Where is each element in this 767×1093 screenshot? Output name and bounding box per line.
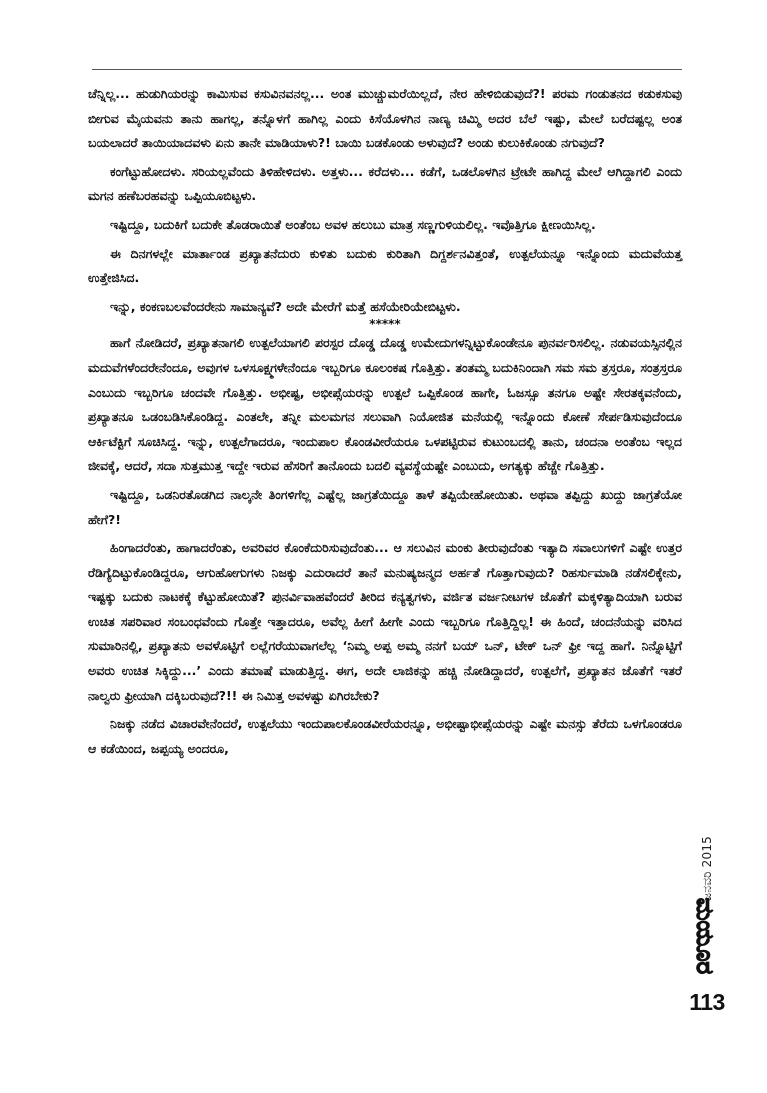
paragraph: ಹಾಗೆ ನೋಡಿದರೆ, ಪ್ರಖ್ಯಾತನಾಗಲಿ ಉತ್ಪಲೆಯಾಗಲಿ ಪರಸ್ಪರ ದೊಡ್ಡ ದೊಡ್ಡ ಉಮೇದುಗಳನ್ನಿಟ್ಟುಕೊಂಡೇನೂ ಪುನರ್ವರಿಸಲಿಲ್ಲ. ನಡುವಯಸ್ಸಿನಲ್ಲಿನ ಮದುವೆಗಳೆಂದರೇನೆಂದೂ, ಅವುಗಳ ಒಳಸೂಕ್ಷ್ಮಗಳೇನೆಂದೂ ಇಬ್ಬರಿಗೂ ಕೂಲಂಕಷ ಗೊತ್ತಿತ್ತು. ತಂತಮ್ಮ ಬದುಕಿನಿಂದಾಗಿ ಸಮ ಸಮ ತ್ರಸ್ತರೂ, ಸಂತ್ರಸ್ತರೂ ಎಂಬುದು ಇಬ್ಬರಿಗೂ ಚಂದವೇ ಗೊತ್ತಿತ್ತು. ಅಭೀಷ್ಟ, ಅಭೀಪ್ಸೆಯರನ್ನು ಉತ್ಪಲೆ ಒಪ್ಪಿಕೊಂಡ ಹಾಗೇ, ಓಜಸ್ಸೂ ತನಗೂ ಅಷ್ಟೇ ಸೇರತಕ್ಕವನೆಂದು, ಪ್ರಖ್ಯಾತನೂ ಒಡಂಬಡಿಸಿಕೊಂಡಿದ್ದ. ಎಂತಲೇ, ತನ್ನೀ ಮಲಮಗನ ಸಲುವಾಗಿ ನಿಯೋಜಿತ ಮನೆಯಲ್ಲಿ ಇನ್ನೊಂದು ಕೋಣೆ ಸೇರ್ಪಡಿಸುವುದೆಂದೂ ಆರ್ಕಿಟೆಕ್ಟಿಗೆ ಸೂಚಿಸಿದ್ದ. ಇನ್ನು, ಉತ್ಪಲೆಗಾದರೂ, ಇಂದುಪಾಲ ಕೊಂಡವೀರೆಯರೂ ಒಳಪಟ್ಟಿರುವ ಕುಟುಂಬದಲ್ಲಿ ತಾನು, ಚಂದನಾ ಅಂತೆಂಬ ಇಲ್ಲದ ಜೀವಕ್ಕೆ, ಆದರೆ, ಸದಾ ಸುತ್ತಮುತ್ತ ಇದ್ದೇ ಇರುವ ಹೆಸರಿಗೆ ತಾನೊಂದು ಬದಲಿ ವ್ಯವಸ್ಥೆಯಷ್ಟೇ ಎಂಬುದು, ಅಗತ್ಯಕ್ಕು ಹೆಚ್ಚೇ ಗೊತ್ತಿತ್ತು. bbox=[88, 335, 682, 474]
paragraph: ಚೆನ್ನಿಲ್ಲ... ಹುಡುಗಿಯರನ್ನು ಕಾಮಿಸುವ ಕಸುವಿನವನಲ್ಲ... ಅಂತ ಮುಚ್ಚುಮರೆಯಿಲ್ಲದೆ, ನೇರ ಹೇಳಿಬಿಡುವುದೆ?! ಪರಮ ಗಂಡುತನದ ಕಡುಕಸುವು ಬೀಗುವ ಮೈಯವನು ತಾನು ಹಾಗಲ್ಲ, ತನ್ನೊಳಗೆ ಹಾಗಿಲ್ಲ ಎಂದು ಕಿಸೆಯೊಳಗಿನ ನಾಣ್ಯ ಚಿಮ್ಮಿ ಅದರ ಬೆಲೆ ಇಷ್ಟು, ಮೇಲೆ ಬರೆದಷ್ಟಲ್ಲ ಅಂತ ಬಯಲಾದರೆ ತಾಯಿಯಾದವಳು ಏನು ತಾನೇ ಮಾಡಿಯಾಳು?! ಬಾಯಿ ಬಡಕೊಂಡು ಅಳುವುದೆ? ಅಂಡು ಕುಲುಕಿಕೊಂಡು ನಗುವುದೆ? bbox=[88, 86, 682, 151]
issue-date: ಜನವರಿ 2015 bbox=[700, 836, 714, 901]
magazine-logo-text: ಮಯೂರ bbox=[691, 897, 719, 975]
paragraph: ಇನ್ನು, ಕಂಕಣಬಲವೆಂದರೇನು ಸಾಮಾನ್ಯವೆ? ಅದೇ ಮೇರೆಗೆ ಮತ್ತೆ ಹಸೆಯೇರಿಯೇಬಿಟ್ಟಳು. bbox=[110, 298, 461, 314]
magazine-logo bbox=[689, 890, 723, 982]
paragraph: ಇಷ್ಟಿದ್ದೂ, ಒಡನಿರತೊಡಗಿದ ನಾಲ್ಕನೇ ತಿಂಗಳಿಗೆಲ್ಲ ಎಷ್ಟೆಲ್ಲ ಜಾಗ್ರತೆಯಿದ್ದೂ ತಾಳೆ ತಪ್ಪಿಯೇಹೋಯಿತು. ಅಥವಾ ತಪ್ಪಿದ್ದು ಖುದ್ದು ಜಾಗ್ರತೆಯೋ ಹೇಗೆ?! bbox=[88, 486, 682, 527]
paragraph: ಕಂಗೆಟ್ಟುಹೋದಳು. ಸರಿಯಲ್ಲವೆಂದು ತಿಳಿಹೇಳಿದಳು. ಅತ್ತಳು... ಕರೆದಳು... ಕಡೆಗೆ, ಒಡಲೊಳಗಿನ ಟ್ರೇಟೇ ಹಾಗಿದ್ದ ಮೇಲೆ ಆಗಿದ್ದಾಗಲಿ ಎಂದು ಮಗನ ಹಣೆಬರಹವನ್ನು ಒಪ್ಪಿಯೂಬಿಟ್ಟಳು. bbox=[88, 163, 682, 204]
page-number: 113 bbox=[689, 989, 725, 1015]
section-separator: ***** bbox=[369, 317, 401, 332]
paragraph: ನಿಜಕ್ಕು ನಡೆದ ವಿಚಾರವೇನೆಂದರೆ, ಉತ್ಪಲೆಯು ಇಂದುಪಾಲಕೊಂಡವೀರೆಯರನ್ನೂ, ಅಭೀಷ್ಟಾಭೀಪ್ಸೆಯರನ್ನು ಎಷ್ಟೇ ಮನಸ್ಸು ತೆರೆದು ಒಳಗೊಂಡರೂ ಆ ಕಡೆಯಿಂದ, ಜಪ್ಪಯ್ಯ ಅಂದರೂ, bbox=[88, 716, 682, 756]
paragraph: ಹಿಂಗಾದರೆಂತು, ಹಾಗಾದರೆಂತು, ಅವರಿವರ ಕೊಂಕೆದುರಿಸುವುದೆಂತು... ಆ ಸಲುವಿನ ಮಂಕು ತೀರುವುದೆಂತು ಇತ್ಯಾದಿ ಸವಾಲುಗಳಿಗೆ ಎಷ್ಟೇ ಉತ್ತರ ರೆಡಿಗ್ಯೆದಿಟ್ಟುಕೊಂಡಿದ್ದರೂ, ಆಗುಹೋಗುಗಳು ನಿಜಕ್ಕು ಎದುರಾದರೆ ತಾನೆ ಮನುಷ್ಯಜನ್ಮದ ಅರ್ಹತೆ ಗೊತ್ತಾಗುವುದು? ರಿಹರ್ಸುಮಾಡಿ ನಡೆಸಲಿಕ್ಕೇನು, ಇಷ್ಟಕ್ಕು ಬದುಕು ನಾಟಕಕ್ಕೆ ಕೆಟ್ಟುಹೋಯಿತೆ? ಪುನರ್ವಿವಾಹವೆಂದರೆ ತೀರಿದ ಕನ್ಯತ್ವಗಳು, ವರ್ಜಿತ ವರ್ಜನೀಟಗಳ ಜೊತೆಗೆ ಮಕ್ಕಳಿತ್ಯಾದಿಯಾಗಿ ಬರುವ ಉಚಿತ ಸಪರಿವಾರ ಸಂಬಂಧವೆಂದು ಗೊತ್ತೇ ಇತ್ತಾದರೂ, ಅವೆಲ್ಲ ಹೀಗೆ ಹೀಗೇ ಎಂದು ಇಬ್ಬರಿಗೂ ಗೊತ್ತಿದ್ದಿಲ್ಲ! ಈ ಹಿಂದೆ, ಚಂದನೆಯನ್ನು ವರಿಸಿದ ಸುಮಾರಿನಲ್ಲಿ, ಪ್ರಖ್ಯಾತನು ಅವಳೊಟ್ಟಿಗೆ ಲಲ್ಲೆಗರೆಯುವಾಗಲೆಲ್ಲ ‘ನಿಮ್ಮ ಅಪ್ಪ ಅಮ್ಮ ನನಗೆ ಬಯ್ ಒನ್, ಟೇಕ್ ಒನ್ ಫ್ರೀ ಇದ್ದ ಹಾಗೆ. ನಿನ್ನೊಟ್ಟಿಗೆ ಅವರು ಉಚಿತ ಸಿಕ್ಕಿದ್ದು...’ ಎಂದು ತಮಾಷೆ ಮಾಡುತ್ತಿದ್ದ. ಈಗ, ಅದೇ ಲಾಜಿಕನ್ನು ಹಚ್ಚಿ ನೋಡಿದ್ದಾದರೆ, ಉತ್ಪಲೆಗೆ, ಪ್ರಖ್ಯಾತನ ಜೊತೆಗೆ ಇತರೆ ನಾಲ್ವರು ಫ್ರೀಯಾಗಿ ದಕ್ಕಿಬರುವುದೆ?!! ಈ ನಿಮಿತ್ತ ಅವಳಷ್ಟು ಏಗಿರಬೇಕು? bbox=[88, 540, 682, 703]
paragraph: ಇಷ್ಟಿದ್ದೂ, ಬದುಕಿಗೆ ಬದುಕೇ ತೊಡರಾಯಿತೆ ಅಂತೆಂಬ ಅವಳ ಹಲುಬು ಮಾತ್ರ ಸಣ್ಣಗುಳಿಯಲಿಲ್ಲ. ಇವೊತ್ತಿಗೂ ಕ್ಷೀಣಯಿಸಿಲ್ಲ. bbox=[110, 216, 596, 232]
paragraph: ಈ ದಿನಗಳಲ್ಲೇ ಮಾರ್ತಾಂಡ ಪ್ರಖ್ಯಾತನೆದುರು ಕುಳಿತು ಬದುಕು ಕುರಿತಾಗಿ ದಿಗ್ದರ್ಶನವಿತ್ತಂತೆ, ಉತ್ಪಲೆಯನ್ನೂ ಇನ್ನೊಂದು ಮದುವೆಯತ್ತ ಉತ್ತೇಜಿಸಿದ. bbox=[88, 245, 682, 286]
story-body bbox=[88, 82, 682, 765]
top-rule bbox=[92, 69, 682, 70]
